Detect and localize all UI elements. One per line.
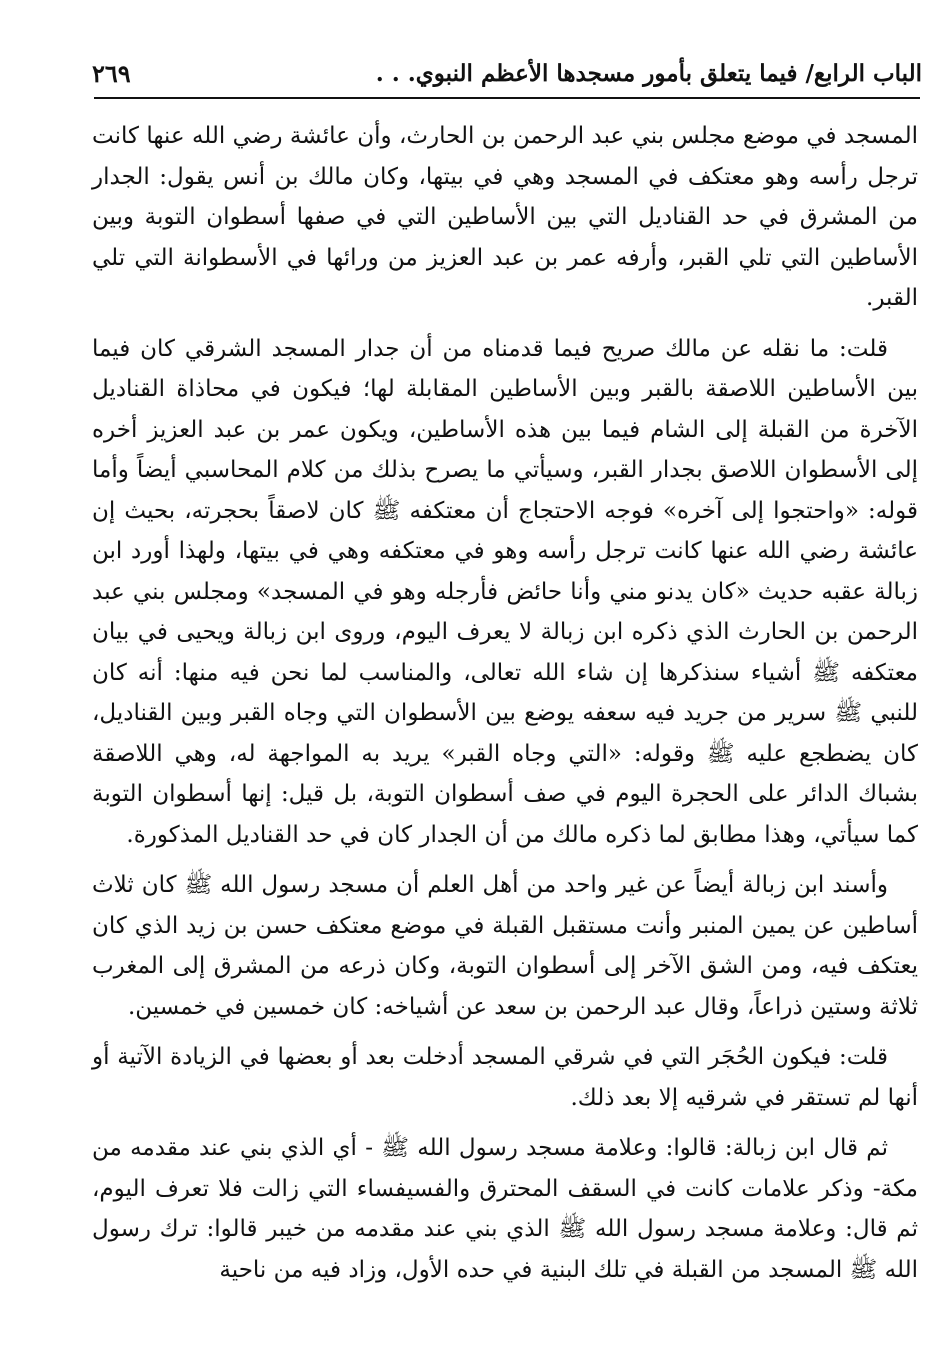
paragraph-5: ثم قال ابن زبالة: قالوا: وعلامة مسجد رسول الله ﷺ - أي الذي بني عند مقدمه من مكة- وذكر علامات كانت في السقف المحترق والفسيفساء التي زالت فلا تعرف اليوم، ثم قال: وعلامة مسجد رسول الله ﷺ الذي بني عند مقدمه من خيبر قالوا: ترك رسول الله ﷺ المسجد من القبلة في تلك البنية في حده الأول، وزاد فيه من ناحية — [92, 1135, 918, 1283]
running-title: الباب الرابع/ فيما يتعلق بأمور مسجدها الأعظم النبوي. . . — [375, 59, 922, 87]
body-text — [92, 116, 918, 1300]
paragraph-4: قلت: فيكون الحُجَر التي في شرقي المسجد أدخلت بعد أو بعضها في الزيادة الآتية أو أنها لم تستقر في شرقيه إلا بعد ذلك. — [92, 1044, 918, 1111]
paragraph-1: المسجد في موضع مجلس بني عبد الرحمن بن الحارث، وأن عائشة رضي الله عنها كانت ترجل رأسه وهو معتكف في المسجد وهي في بيتها، وكان مالك بن أنس يقول: الجدار من المشرق في حد القناديل التي بين الأساطين التي في صفها أسطوان التوبة وبين الأساطين التي تلي القبر، وأرفه عمر بن عبد العزيز من ورائها في الأسطوانة التي تلي القبر. — [92, 123, 918, 311]
header-divider — [94, 97, 920, 99]
paragraph-2: قلت: ما نقله عن مالك صريح فيما قدمناه من أن جدار المسجد الشرقي كان فيما بين الأساطين اللاصقة بالقبر وبين الأساطين المقابلة لها؛ فيكون في محاذاة القناديل الآخرة من القبلة إلى الشام فيما بين هذه الأساطين، ويكون عمر بن عبد العزيز أخره إلى الأسطوان اللاصق بجدار القبر، وسيأتي ما يصرح بذلك من كلام المحاسبي أيضاً وأما قوله: «واحتجوا إلى آخره» فوجه الاحتجاج أن معتكفه ﷺ كان لاصقاً بحجرته، بحيث إن عائشة رضي الله عنها كانت ترجل رأسه وهو في معتكفه وهي في بيتها، ولهذا أورد ابن زبالة عقبه حديث «كان يدنو مني وأنا حائض فأرجله وهو في المسجد» ومجلس بني عبد الرحمن بن الحارث الذي ذكره ابن زبالة لا يعرف اليوم، وروى ابن زبالة ويحيى في بيان معتكفه ﷺ أشياء سنذكرها إن شاء الله تعالى، والمناسب لما نحن فيه منها: أنه كان للنبي ﷺ سرير من جريد فيه سعفه يوضع بين الأسطوان التي وجاه القبر وبين القناديل، كان يضطجع عليه ﷺ وقوله: «التي وجاه القبر» يريد به المواجهة له، وهي اللاصقة بشباك الدائر على الحجرة اليوم في صف أسطوان التوبة، بل قيل: إنها أسطوان التوبة كما سيأتي، وهذا مطابق لما ذكره مالك من أن الجدار كان في حد القناديل المذكورة. — [92, 335, 918, 848]
page-number: ٢٦٩ — [92, 58, 131, 88]
paragraph-3: وأسند ابن زبالة أيضاً عن غير واحد من أهل العلم أن مسجد رسول الله ﷺ كان ثلاث أساطين عن يمين المنبر وأنت مستقبل القبلة في موضع معتكف حسن بن زيد الذي كان يعتكف فيه، ومن الشق الآخر إلى أسطوان التوبة، وكان ذرعه من المشرق إلى المغرب ثلاثة وستين ذراعاً، وقال عبد الرحمن بن سعد عن أشياخه: كان خمسين في خمسين. — [92, 872, 918, 1020]
page-header — [92, 52, 922, 94]
